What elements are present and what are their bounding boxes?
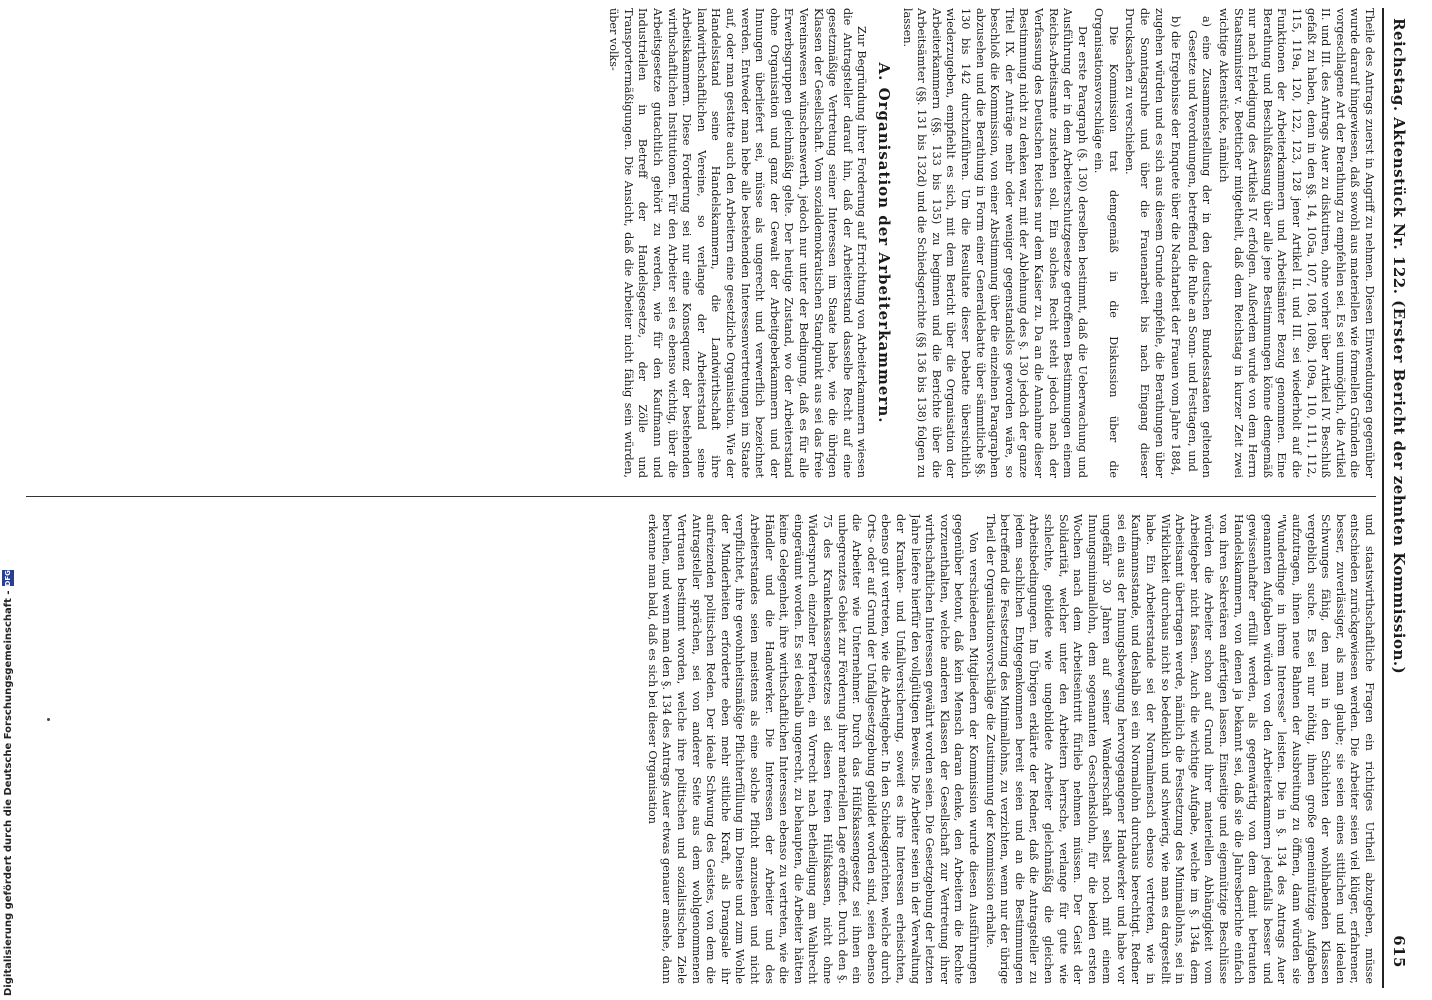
running-title: Reichstag. Aktenstück Nr. 122. (Erster Bericht der zehnten Kommission.) [1390,18,1408,675]
paragraph: Zur Begründung ihrer Forderung auf Errichtung von Arbeiterkammern wiesen die Antragsteller darauf hin, daß der Arbeiterstand dasselbe Recht auf eine gesetzmäßige Vertretung seiner Interessen im Staate habe, wie die übrigen Klassen der Gesellschaft. Vom sozialdemokratischen Standpunkt aus sei das freie Vereinswesen wünschenswerth, jedoch nur unter der Bedingung, daß es für alle Erwerbsgruppen gleichmäßig gelte. Der heutige Zustand, wo der Arbeiterstand ohne Organisation und ganz der Gewalt der Arbeitgeberkammern und der Innungen überliefert sei, müsse als ungerecht und verwerflich bezeichnet werden. Entweder man hebe alle bestehenden Interessenvertretungen im Staate auf, oder man gestatte auch den Arbeitern eine gesetzliche Organisation. Wie der Handelsstand seine Handelskammern, die Landwirthschaft ihre landwirthschaftlichen Vereine, so verlange der Arbeiterstand seine Arbeitskammern. Diese Forderung sei nur eine Konsequenz der bestehenden wirthschaftlichen Institutionen. Für den Arbeiter sei es ebenso wichtig, über die Arbeitsgesetze gutachtlich gehört zu werden, wie für den Kaufmann und Industriellen in Betreff der Handelsgesetze, der Zölle und Transportermäßigungen. Die Ansicht, daß die Arbeiter nicht fähig sein würden, über volks- [607,8,869,478]
page-number: 615 [1390,935,1408,968]
paragraph: zugehen würden und es sich aus diesem Grunde empfehle, die Berathungen über die Sonntagsruhe und über die Frauenarbeit bis nach Eingang dieser Drucksachen zu verschieben. [1123,8,1166,478]
paragraph: Von verschiedenen Mitgliedern der Kommission wurde diesen Ausführungen gegenüber betont, daß kein Mensch daran denke, den Arbeitern die Rechte vorzuenthalten, welche anderen Klassen der Gesellschaft zur Vertretung ihrer wirthschaftlichen Interessen gewährt worden seien. Die Gesetzgebung der letzten Jahre liefere hierfür den vollgültigen Beweis. Die Arbeiter seien in der Verwaltung der Kranken- und Unfallversicherung, soweit es ihre Interessen erheischten, ebenso gut vertreten, wie die Arbeitgeber. In den Schiedsgerichten, welche durch Orts- oder auf Grund der Unfallgesetzgebung gebildet worden sind, seien ebenso die Arbeiter wie Unternehmer. Durch das Hülfskassengesetz sei ihnen ein unbegrenztes Gebiet zur Förderung ihrer materiellen Lage eröffnet. Durch den §. 75 des Krankenkassengesetzes sei diesen freien Hülfskassen, nicht ohne Widerspruch einzelner Parteien, ein Vorrecht nach Betheiligung am Wahlrecht eingeräumt worden. Es sei deshalb ungerecht, zu behaupten, die Arbeiter hätten keine Gelegenheit, ihre wirthschaftlichen Interessen ebenso zu vertreten, wie die Händler und die Handwerker. Die Interessen der Arbeiter und des Arbeiterstandes seien meistens als eine solche Pflicht anzusehen und nicht verpflichtet, ihre gewohnheitsmäßige Pflichterfüllung im Dienste und zum Wohle der Minderheiten erforderte eben mehr sittliche Kraft, als Drangsale ihr aufreizenden politischen Reden. Der ideale Schwung des Geistes, von dem die Antragsteller sprächen, sei von anderer Seite aus dem wohlgenommenen Vertrauen bestimmt worden, welche ihre politischen und sozialistischen Ziele beruhen, und wenn man den §. 134 des Antrags Auer etwas genauer ansehe, dann erkenne man bald, daß es sich bei dieser Organisation [645,514,980,984]
page-body [22,8,1412,988]
header-rule [1382,8,1384,988]
section-heading: A. Organisation der Arbeiterkammern. [875,62,893,424]
paragraph: Die Kommission trat demgemäß in die Diskussion über die Organisationsvorschläge ein. [1092,8,1120,478]
credit-text: Digitalisierung gefördert durch die Deutsche Forschungsgemeinschaft - [2,590,14,996]
column-divider [26,496,1376,497]
paragraph: und staatswirthschaftliche Fragen ein richtiges Urtheil abzugeben, müsse entschieden zurückgewiesen werden. Die Arbeiter seien viel klüger, erfahrener, besser, zuverlässiger, als man glaube; sie seien eines sittlichen und idealen Schwunges fähig, den man in den Schichten der wohlhabenden Klassen vergeblich suche. Es sei nur nöthig, ihnen große gemeinnützige Aufgaben aufzutragen, ihnen neue Bahnen der Ausbreitung zu öffnen, dann würden sie "Wunderdinge in ihrem Interesse" leisten. Die in §. 134 des Antrags Auer genannten Aufgaben würden von den Arbeiterkammern jedenfalls besser und gewissenhafter erfüllt werden, als gegenwärtig von dem damit betrauten Handelskammern, von denen ja bekannt sei, daß sie die Jahresberichte einfach von ihren Sekretären anfertigen lassen. Einseitige und eigennützige Beschlüsse würden die Arbeiter schon auf Grund ihrer materiellen Abhängigkeit vom Arbeitgeber nicht fassen. Auch die wichtige Aufgabe, welche im §. 134a dem Arbeitsamt übertragen werde, nämlich die Festsetzung des Minimallohns, sei in Wirklichkeit durchaus nicht so bedenklich und schwierig, wie man es dargestellt habe. Ein Arbeiterstande sei der Normalmensch ebenso vertreten, wie in Kaufmannsstande, und deshalb sei ein Normallohn durchaus berechtigt. Redner sei ein aus der Innungsbewegung hervorgegangener Handwerker und habe vor ungefähr 30 Jahren auf seiner Wanderschaft selbst noch mit einem Innungsminimallohn, dem sogenannten Geschenkslohn, für die beiden ersten Wochen nach dem Arbeitseintritt fürlieb nehmen müssen. Der Geist der Solidarität, welcher unter den Arbeitern herrsche, verlange für gute wie schlechte, gebildete wie ungebildete Arbeiter gleichmäßig die gleichen Arbeitsbedingungen. Im Übrigen erklärte der Redner, daß die Antragsteller zu jedem sachlichen Entgegenkommen bereit seien und an die Bestimmungen betreffend die Festsetzung des Minimallohns, zu verzichten, wenn nur der übrige Theil der Organisationsvorschläge die Zustimmung der Kommission erhalte. [983,514,1376,984]
page-header [1386,8,1412,988]
list-item: a) eine Zusammenstellung der in den deutschen Bundesstaaten geltenden Gesetze und Verordnungen, betreffend die Ruhe an Sonn- und Festtagen, und [1185,16,1214,478]
dfg-logo-icon: DFG [4,570,12,587]
right-column [26,514,1376,984]
scanned-page [12,8,1412,988]
list-item: b) die Ergebnisse der Enquete über die Nachtarbeit der Frauen vom Jahre 1884, [1169,16,1183,476]
paragraph: Theile des Antrags zuerst in Angriff zu nehmen. Diesen Einwendungen gegenüber wurde darauf hingewiesen, daß sowohl aus materiellen wie formellen Gründen die vorgeschlagene Art der Berathung zu empfehlen sei. Es sei unmöglich, die Artikel II. und III. des Antrags Auer zu diskutiren, ohne vorher über Artikel IV. Beschluß gefaßt zu haben, denn in den §§. 14, 105a, 107, 108, 108b, 109a, 110, 111, 112, 115, 119a, 120, 122, 123, 128 jener Artikel II. und III. sei wiederholt auf die Funktionen der Arbeiterkammern und Arbeitsämter Bezug genommen. Eine Berathung und Beschlußfassung über alle jene Bestimmungen könne demgemäß nur nach Erledigung des Artikels IV. erfolgen. Außerdem wurde von dem Herrn Staatsminister v. Boetticher mitgetheilt, daß dem Reichstag in kurzer Zeit zwei wichtige Aktenstücke, nämlich [1217,8,1376,478]
paragraph: Der erste Paragraph (§. 130) derselben bestimmt, daß die Ueberwachung und Ausführung der in dem Arbeiterschutzgesetze getroffenen Bestimmungen einem Reichs-Arbeitsamte zustehen soll. Ein solches Recht steht jedoch nach der Verfassung des Deutschen Reiches nur dem Kaiser zu. Da an die Annahme dieser Bestimmung nicht zu denken war, mit der Ablehnung des §. 130 jedoch der ganze Titel IX. der Anträge mehr oder weniger gegenstandslos geworden wäre, so beschloß die Kommission, von einer Abstimmung über die einzelnen Paragraphen abzusehen und die Berathung in Form einer Generaldebatte über sämmtliche §§. 130 bis 142 durchzuführen. Um die Resultate dieser Debatte übersichtlich wiederzugeben, empfiehlt es sich, mit dem Bericht über die Organisation der Arbeiterkammern (§§. 133 bis 135) zu beginnen und die Berichte über die Arbeitsämter (§§. 131 bis 132d) und die Schiedsgerichte (§§ 136 bis 138) folgen zu lassen. [900,8,1089,478]
left-column [26,8,1376,478]
scan-speck [47,718,50,721]
